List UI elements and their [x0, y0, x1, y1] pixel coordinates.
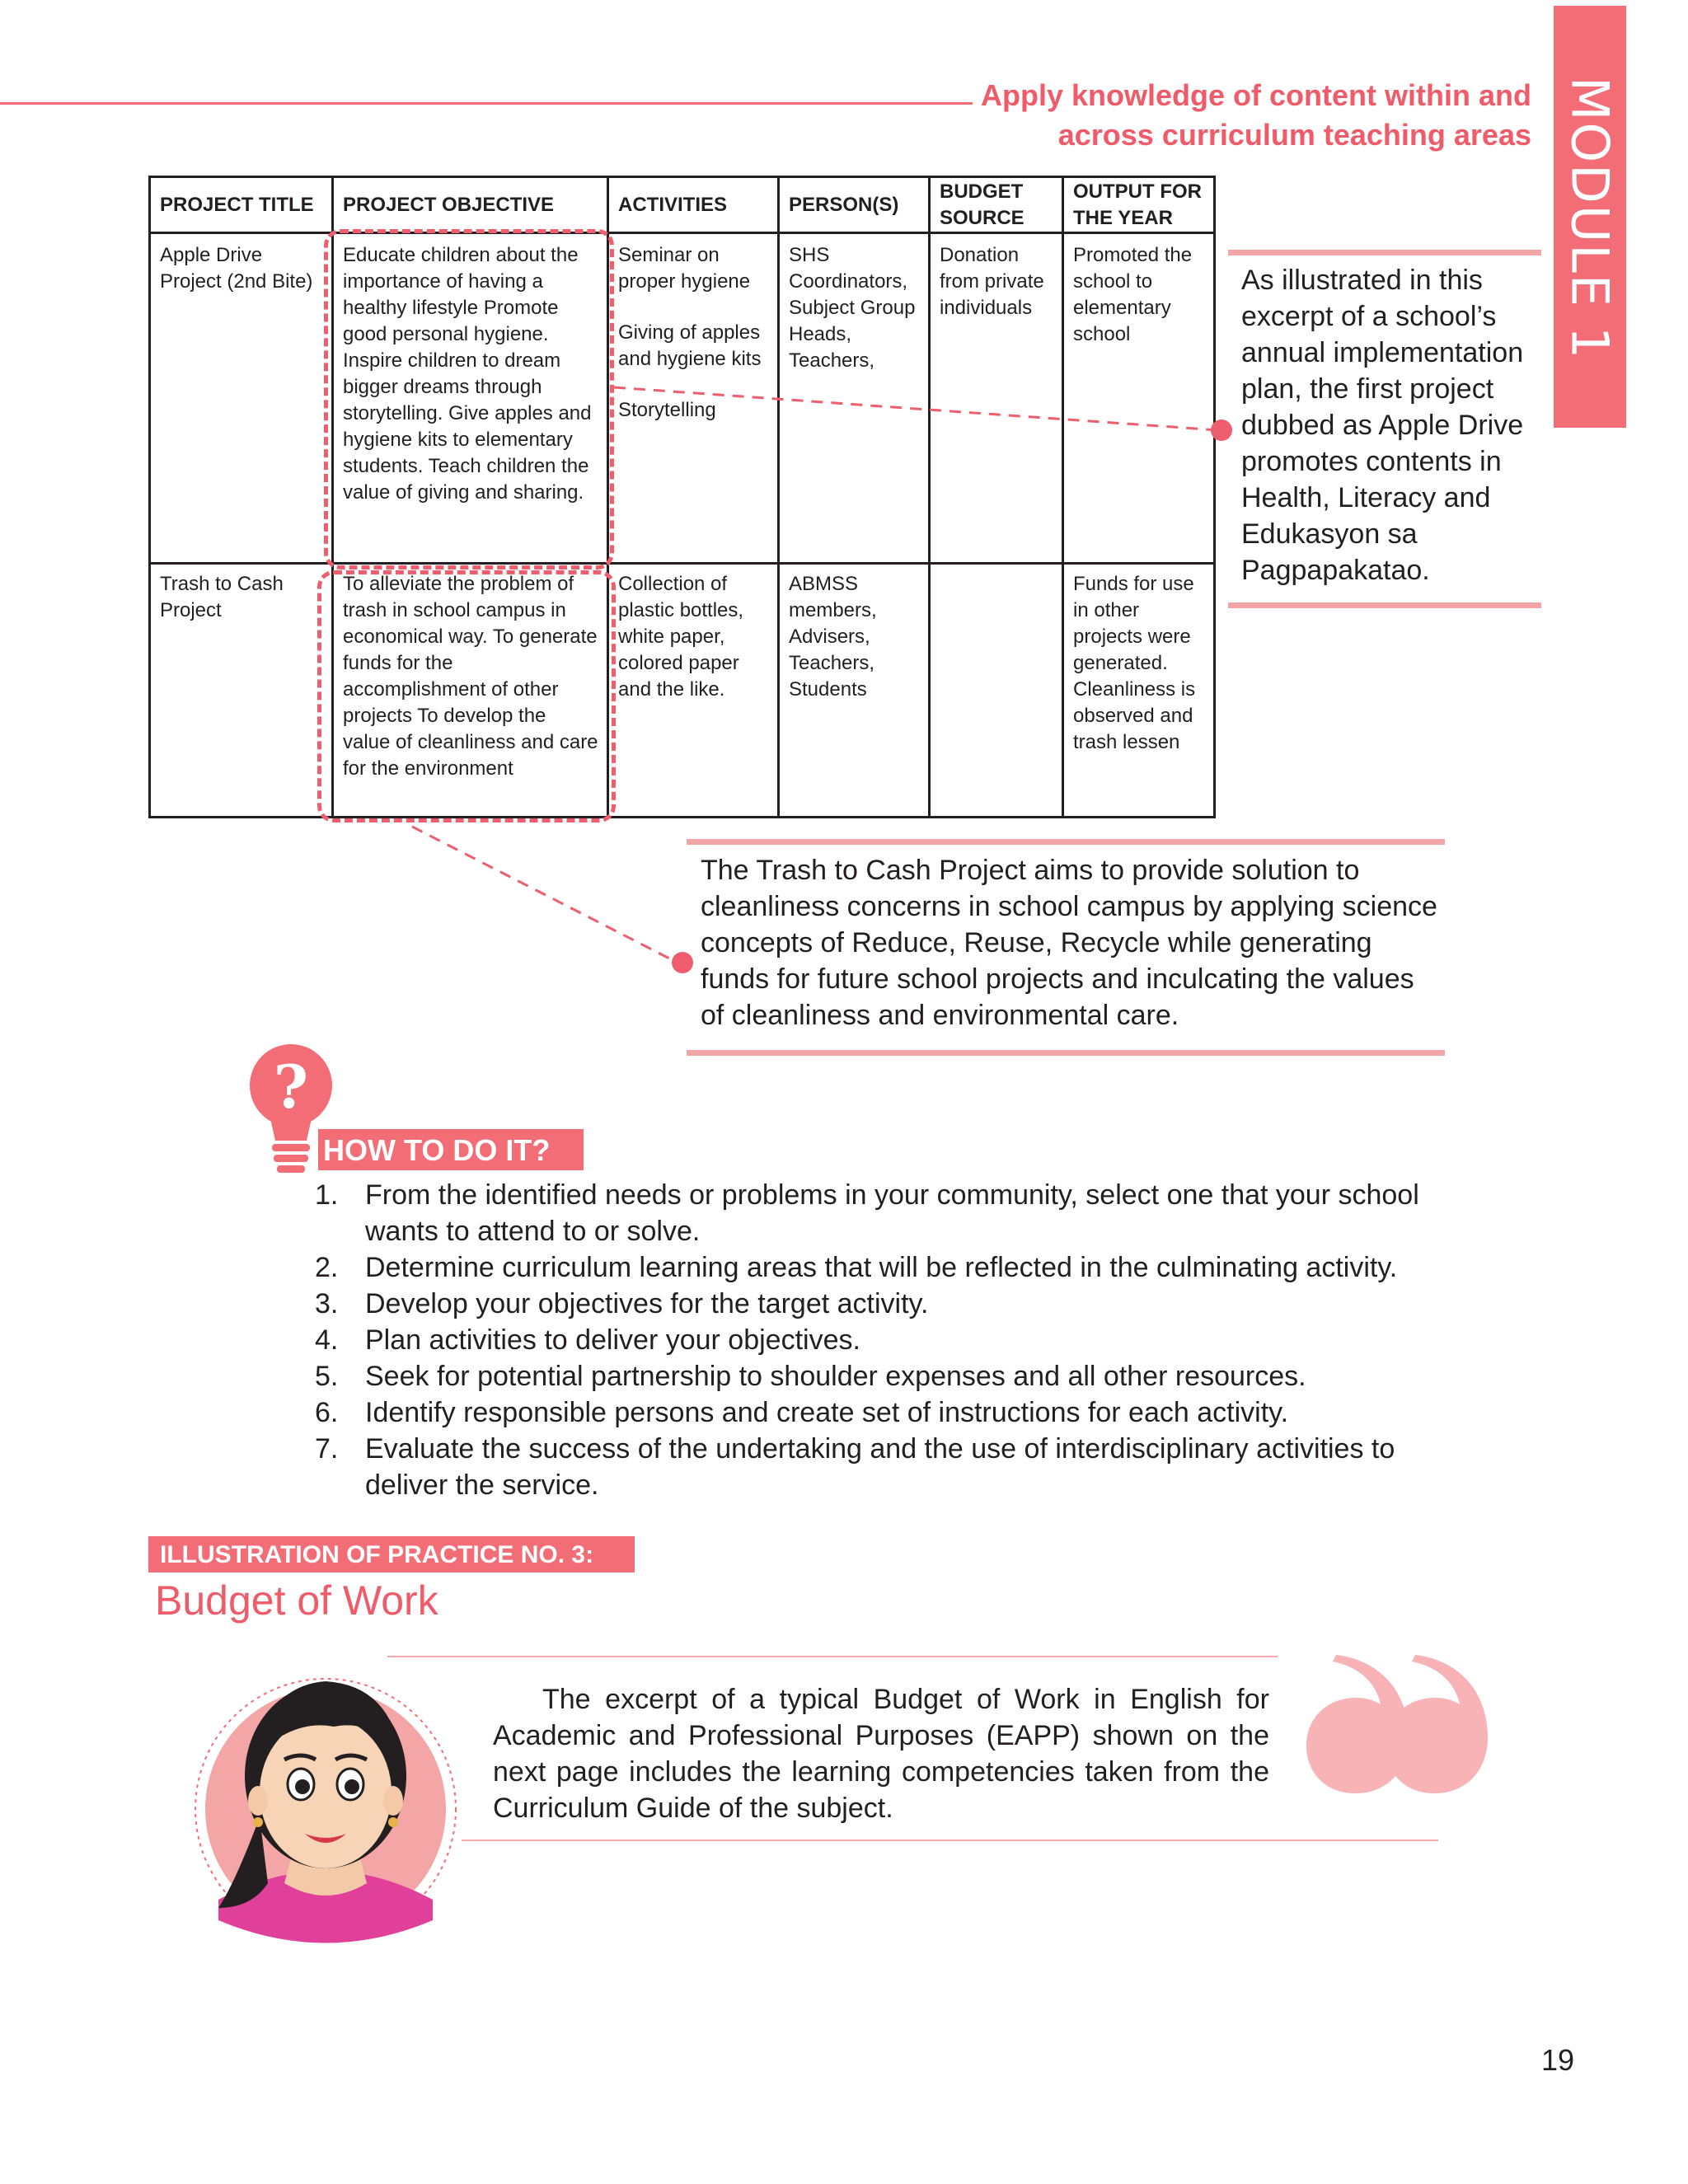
list-item	[313, 1394, 1467, 1431]
step-number: 6.	[315, 1397, 339, 1428]
callout-rule-top	[1228, 250, 1541, 255]
col-header-budget-source: BUDGET SOURCE	[930, 177, 1063, 233]
practice-badge: ILLUSTRATION OF PRACTICE NO. 3:	[148, 1536, 635, 1572]
step-number: 7.	[315, 1433, 339, 1465]
step-number: 2.	[315, 1252, 339, 1283]
step-text: Identify responsible persons and create set of instructions for each activity.	[365, 1397, 1289, 1428]
step-text: Develop your objectives for the target activity.	[365, 1288, 929, 1319]
callout-rule-bottom	[687, 1050, 1445, 1056]
quotation-mark-icon	[1306, 1655, 1488, 1795]
connector-dot-trash-to-cash	[672, 952, 693, 973]
step-text: Evaluate the success of the undertaking and the use of interdisciplinary activities to deliver the service.	[365, 1433, 1395, 1501]
step-text: Determine curriculum learning areas that will be reflected in the culminating activity.	[365, 1252, 1398, 1283]
callout-trash-to-cash: The Trash to Cash Project aims to provide solution to cleanliness concerns in school campus by applying science concepts of Reduce, Reuse, Recycle while generating funds for future school projects and inculcating the values of cleanliness and environmental care.	[701, 855, 1437, 1031]
col-header-project-title: PROJECT TITLE	[150, 177, 333, 233]
list-item	[313, 1431, 1467, 1503]
cell-output: Funds for use in other projects were generated. Cleanliness is observed and trash lessen	[1063, 564, 1215, 818]
quote-rule-top	[387, 1656, 1278, 1657]
connector-dot-apple-drive	[1211, 419, 1232, 441]
how-to-heading: HOW TO DO IT?	[318, 1129, 584, 1170]
practice-title: Budget of Work	[155, 1577, 438, 1624]
step-text: Seek for potential partnership to shoulder expenses and all other resources.	[365, 1361, 1306, 1392]
header-title-line-1: Apply knowledge of content within and	[981, 78, 1531, 112]
cell-persons: SHS Coordinators, Subject Group Heads, Teachers,	[779, 233, 930, 564]
step-number: 4.	[315, 1324, 339, 1356]
step-number: 3.	[315, 1288, 339, 1319]
cell-budget: Donation from private individuals	[930, 233, 1063, 564]
step-number: 1.	[315, 1179, 339, 1211]
cell-title: Apple Drive Project (2nd Bite)	[150, 233, 333, 564]
callout-rule-top	[687, 839, 1445, 845]
list-item	[313, 1322, 1467, 1358]
cell-output: Promoted the school to elementary school	[1063, 233, 1215, 564]
list-item	[313, 1177, 1467, 1249]
cell-title: Trash to Cash Project	[150, 564, 333, 818]
svg-text:?: ?	[273, 1052, 309, 1122]
col-header-activities: ACTIVITIES	[608, 177, 779, 233]
list-item	[313, 1286, 1467, 1322]
practice-quote: The excerpt of a typical Budget of Work in English for Academic and Professional Purposes (EAPP) shown on the next page includes the learning competencies taken from the Curriculum Guide of the subject.	[493, 1684, 1269, 1824]
col-header-output: OUTPUT FOR THE YEAR	[1063, 177, 1215, 233]
cell-objective: Educate children about the importance of having a healthy lifestyle Promote good personal hygiene. Inspire children to dream bigger dreams through storytelling. Give apples and hygiene kits to elementary students. Teach children the value of giving and sharing.	[333, 233, 608, 564]
list-item	[313, 1249, 1467, 1286]
teacher-avatar-illustration	[185, 1636, 466, 1949]
connector-line-trash-to-cash	[412, 827, 678, 963]
activity-item: Giving of apples and hygiene kits	[618, 321, 762, 370]
page-number: 19	[1541, 2043, 1575, 2077]
cell-persons: ABMSS members, Advisers, Teachers, Students	[779, 564, 930, 818]
header-title-line-2: across curriculum teaching areas	[1057, 118, 1531, 152]
col-header-project-objective: PROJECT OBJECTIVE	[333, 177, 608, 233]
callout-rule-bottom	[1228, 602, 1541, 608]
col-header-persons: PERSON(S)	[779, 177, 930, 233]
activity-item: Collection of plastic bottles, white paper, colored paper and the like.	[618, 573, 744, 701]
list-item	[313, 1358, 1467, 1394]
callout-apple-drive: As illustrated in this excerpt of a school’s annual implementation plan, the first project dubbed as Apple Drive promotes contents in Health, Literacy and Edukasyon sa Pagpapakatao.	[1241, 265, 1524, 586]
step-text: From the identified needs or problems in your community, select one that your school wants to attend to or solve.	[365, 1179, 1419, 1247]
connector-line-apple-drive	[614, 387, 1218, 430]
step-number: 5.	[315, 1361, 339, 1392]
module-tab-label: MODULE 1	[1559, 76, 1620, 361]
step-text: Plan activities to deliver your objectives.	[365, 1324, 860, 1356]
activity-item: Storytelling	[618, 399, 716, 421]
how-to-steps	[313, 1177, 1467, 1503]
quote-rule-bottom	[462, 1840, 1438, 1841]
activity-item: Seminar on proper hygiene	[618, 244, 751, 293]
cell-objective: To alleviate the problem of trash in school campus in economical way. To generate funds for the accomplishment of other projects To develop the value of cleanliness and care for the environment	[333, 564, 608, 818]
